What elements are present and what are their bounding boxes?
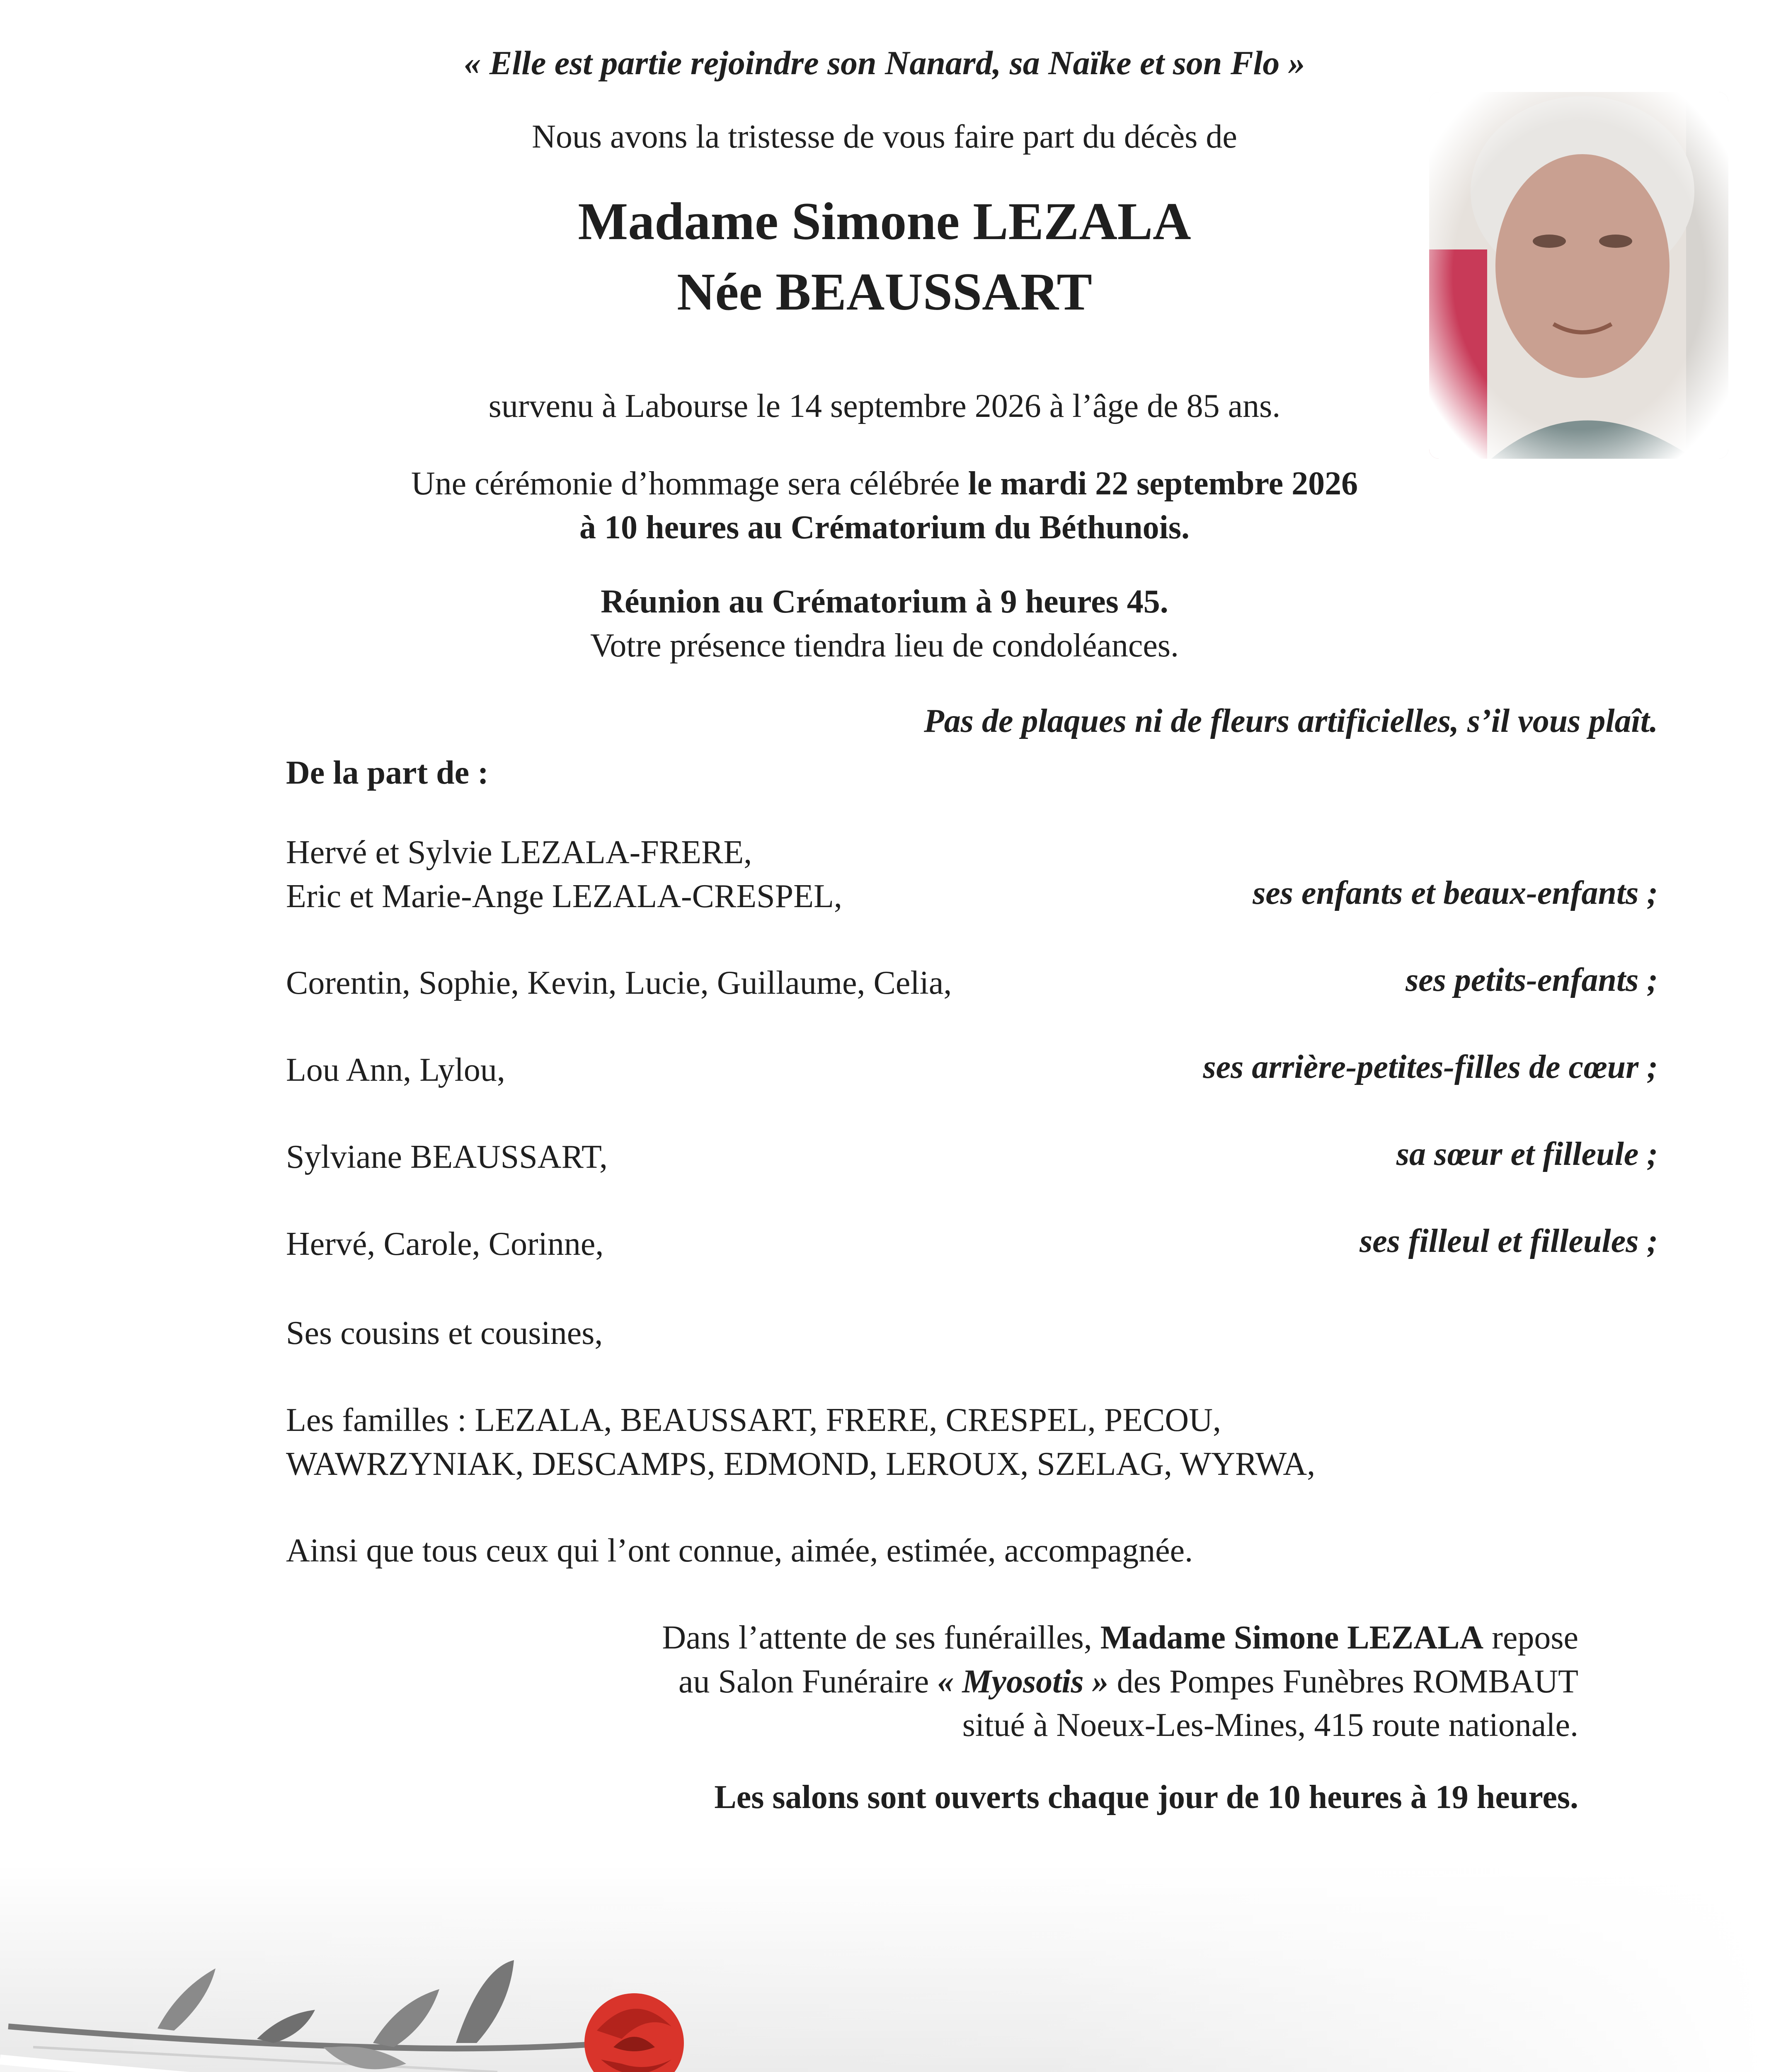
death-notice: survenu à Labourse le 14 septembre 2026 à l’âge de 85 ans. [488, 388, 1281, 424]
family-relation-sister: sa sœur et filleule ; [1396, 1136, 1658, 1172]
rose-decoration [0, 1865, 1769, 2072]
family-names-sister: Sylviane BEAUSSART, [286, 1139, 608, 1175]
family-names-children: Hervé et Sylvie LEZALA-FRERE, Eric et Marie-Ange LEZALA-CRESPEL, [286, 834, 842, 915]
all-those-text: Ainsi que tous ceux qui l’ont connue, aimée, estimée, accompagnée. [286, 1532, 1193, 1569]
intro-text: Nous avons la tristesse de vous faire part du décès de [532, 119, 1237, 155]
opening-hours: Les salons sont ouverts chaque jour de 10 heures à 19 heures. [714, 1779, 1578, 1815]
funeral-home-info: Dans l’attente de ses funérailles, Madame Simone LEZALA repose au Salon Funéraire « Myosotis » des Pompes Funèbres ROMBAUT situé à Noeux-Les-Mines, 415 route nationale. [662, 1619, 1578, 1744]
reunion-info: Réunion au Crématorium à 9 heures 45. Votre présence tiendra lieu de condoléances. [590, 583, 1179, 664]
cousins-text: Ses cousins et cousines, [286, 1315, 603, 1351]
family-relation-great-grandchildren: ses arrière-petites-filles de cœur ; [1203, 1049, 1658, 1085]
maiden-name: Née BEAUSSART [677, 262, 1092, 321]
no-flowers-note: Pas de plaques ni de fleurs artificielles, s’il vous plaît. [923, 703, 1658, 739]
family-names-great-grandchildren: Lou Ann, Lylou, [286, 1052, 505, 1088]
deceased-name: Madame Simone LEZALA [578, 192, 1191, 251]
families-list: Les familles : LEZALA, BEAUSSART, FRERE, CRESPEL, PECOU, WAWRZYNIAK, DESCAMPS, EDMOND, LEROUX, SZELAG, WYRWA, [286, 1402, 1316, 1482]
family-relation-children: ses enfants et beaux-enfants ; [1253, 875, 1658, 911]
from-label: De la part de : [286, 755, 489, 791]
family-relation-godchildren: ses filleul et filleules ; [1359, 1223, 1658, 1259]
family-relation-grandchildren: ses petits-enfants ; [1406, 962, 1658, 998]
epigraph-quote: « Elle est partie rejoindre son Nanard, sa Naïke et son Flo » [464, 44, 1305, 82]
family-names-grandchildren: Corentin, Sophie, Kevin, Lucie, Guillaume, Celia, [286, 965, 952, 1001]
ceremony-info: Une cérémonie d’hommage sera célébrée le mardi 22 septembre 2026 à 10 heures au Crématorium du Béthunois. [411, 465, 1358, 546]
portrait-photo [1429, 92, 1728, 459]
family-names-godchildren: Hervé, Carole, Corinne, [286, 1226, 604, 1262]
